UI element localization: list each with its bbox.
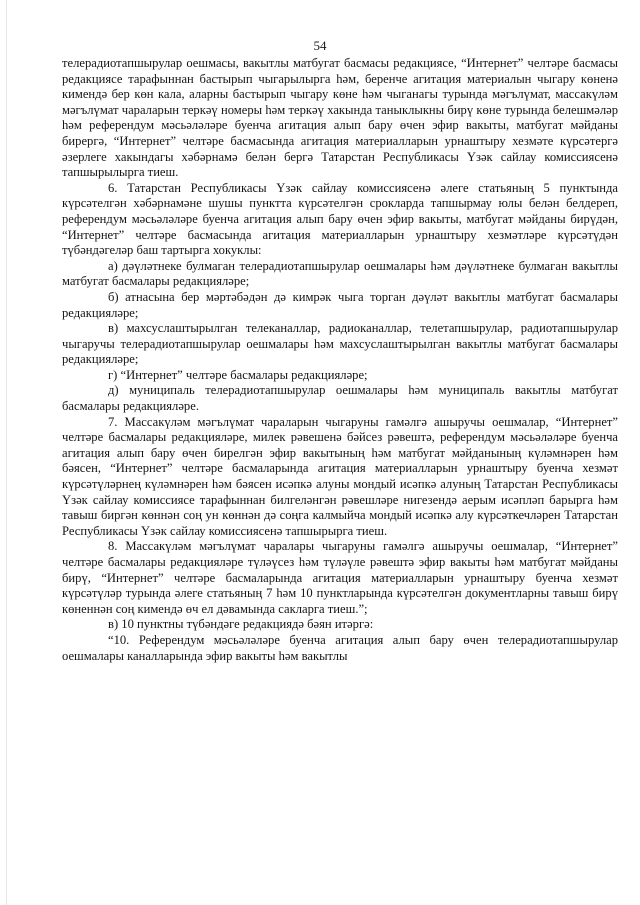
list-item: б) атнасына бер мәртәбәдән дә кимрәк чыга торган дәүләт вакытлы матбугат басмалары редакцияләре;	[62, 289, 618, 320]
paragraph: 7. Массакүләм мәгълүмат чараларын чыгаруны гамәлгә ашыручы оешмалар, “Интернет” челтәре басмалары редакцияләре, милек рәвешенә бәйсез рәвештә, референдум мәсьәләләре буенча агитация алып бару өчен бирелгән эфир вакытының һәм матбугат мәйданының күләмнәрен һәм бәясен, “Интернет” челтәре басмаларында агитация материалларын урнаштыру буенча хезмәт күрсәтүләрнең күләмнәрен һәм бәясен исәпкә алуны мондый исәпкә алуның Татарстан Республикасы Үзәк сайлау комиссиясе тарафыннан билгеләнгән рәвешләре нигезендә аерым исәпләп барырга һәм тавыш биргән көннән соң ун көннән дә соңга калмыйча мондый исәпкә алу күрсәткечләрен Татарстан Республикасы Үзәк сайлау комиссиясенә тапшырырга тиеш.	[62, 414, 618, 538]
list-item: д) муниципаль телерадиотапшырулар оешмалары һәм муниципаль вакытлы матбугат басмалары редакцияләре.	[62, 383, 618, 414]
page-number: 54	[313, 38, 327, 53]
paragraph: телерадиотапшырулар оешмасы, вакытлы матбугат басмасы редакциясе, “Интернет” челтәре басмасы редакциясе тарафыннан бастырып чыгарылырга һәм, беренче агитация материалын чыгару көненә кимендә бер көн кала, аларны бастырып чыгару көне һәм чыганагы турында мәгълүмат, массакүләм мәгълүмат чараларын теркәү номеры һәм теркәү хакында таныклыкны бирү көне турында белешмәләр һәм референдум мәсьәләләре буенча агитация алып бару өчен эфир вакыты, матбугат мәйданы бирергә, “Интернет” челтәре басмасында агитация материалларын урнаштыру хезмәте күрсәтергә әзерлеге хакындагы хәбәрнамә белән бергә Татарстан Республикасы Үзәк сайлау комиссиясенә тапшырылырга тиеш.	[62, 56, 618, 180]
scan-edge-line	[6, 0, 7, 905]
paragraph: 6. Татарстан Республикасы Үзәк сайлау комиссиясенә әлеге статьяның 5 пунктында күрсәтелгән хәбәрнамәне шушы пунктта күрсәтелгән срокларда тапшырмау юлы белән белдереп, референдум мәсьәләләре буенча агитация алып бару өчен эфир вакыты, матбугат мәйданы бирүдән, “Интернет” челтәре басмасында агитация материалларын урнаштыру хезмәтләре күрсәтүдән түбәндәгеләр баш тартырга хокуклы:	[62, 180, 618, 258]
paragraph: 8. Массакүләм мәгълүмат чаралары чыгаруны гамәлгә ашыручы оешмалар, “Интернет” челтәре басмалары редакцияләре түләүсез һәм түләүле рәвештә эфир вакыты һәм матбугат мәйданы бирү, “Интернет” челтәре басмаларында агитация материалларын урнаштыру буенча хезмәт күрсәтүләр турында әлеге статьяның 7 һәм 10 пунктларында күрсәтелгән документларны тавыш бирү көненнән соң кимендә өч ел дәвамында сакларга тиеш.”;	[62, 539, 618, 616]
list-item: г) “Интернет” челтәре басмалары редакцияләре;	[108, 367, 368, 382]
list-item: а) дәүләтнеке булмаган телерадиотапшырулар оешмалары һәм дәүләтнеке булмаган вакытлы матбугат басмалары редакцияләре;	[62, 258, 618, 289]
list-item: в) махсуслаштырылган телеканаллар, радиоканаллар, телетапшырулар, радиотапшырулар чыгаручы телерадиотапшырулар оешмалары һәм махсуслаштырылган вакытлы матбугат басмалары редакцияләре;	[62, 321, 618, 367]
paragraph: в) 10 пунктны түбәндәге редакциядә бәян итәргә:	[108, 617, 374, 632]
paragraph: “10. Референдум мәсьәләләре буенча агитация алып бару өчен телерадиотапшырулар оешмалары каналларында эфир вакыты һәм вакытлы	[62, 632, 618, 663]
document-body	[62, 56, 618, 664]
